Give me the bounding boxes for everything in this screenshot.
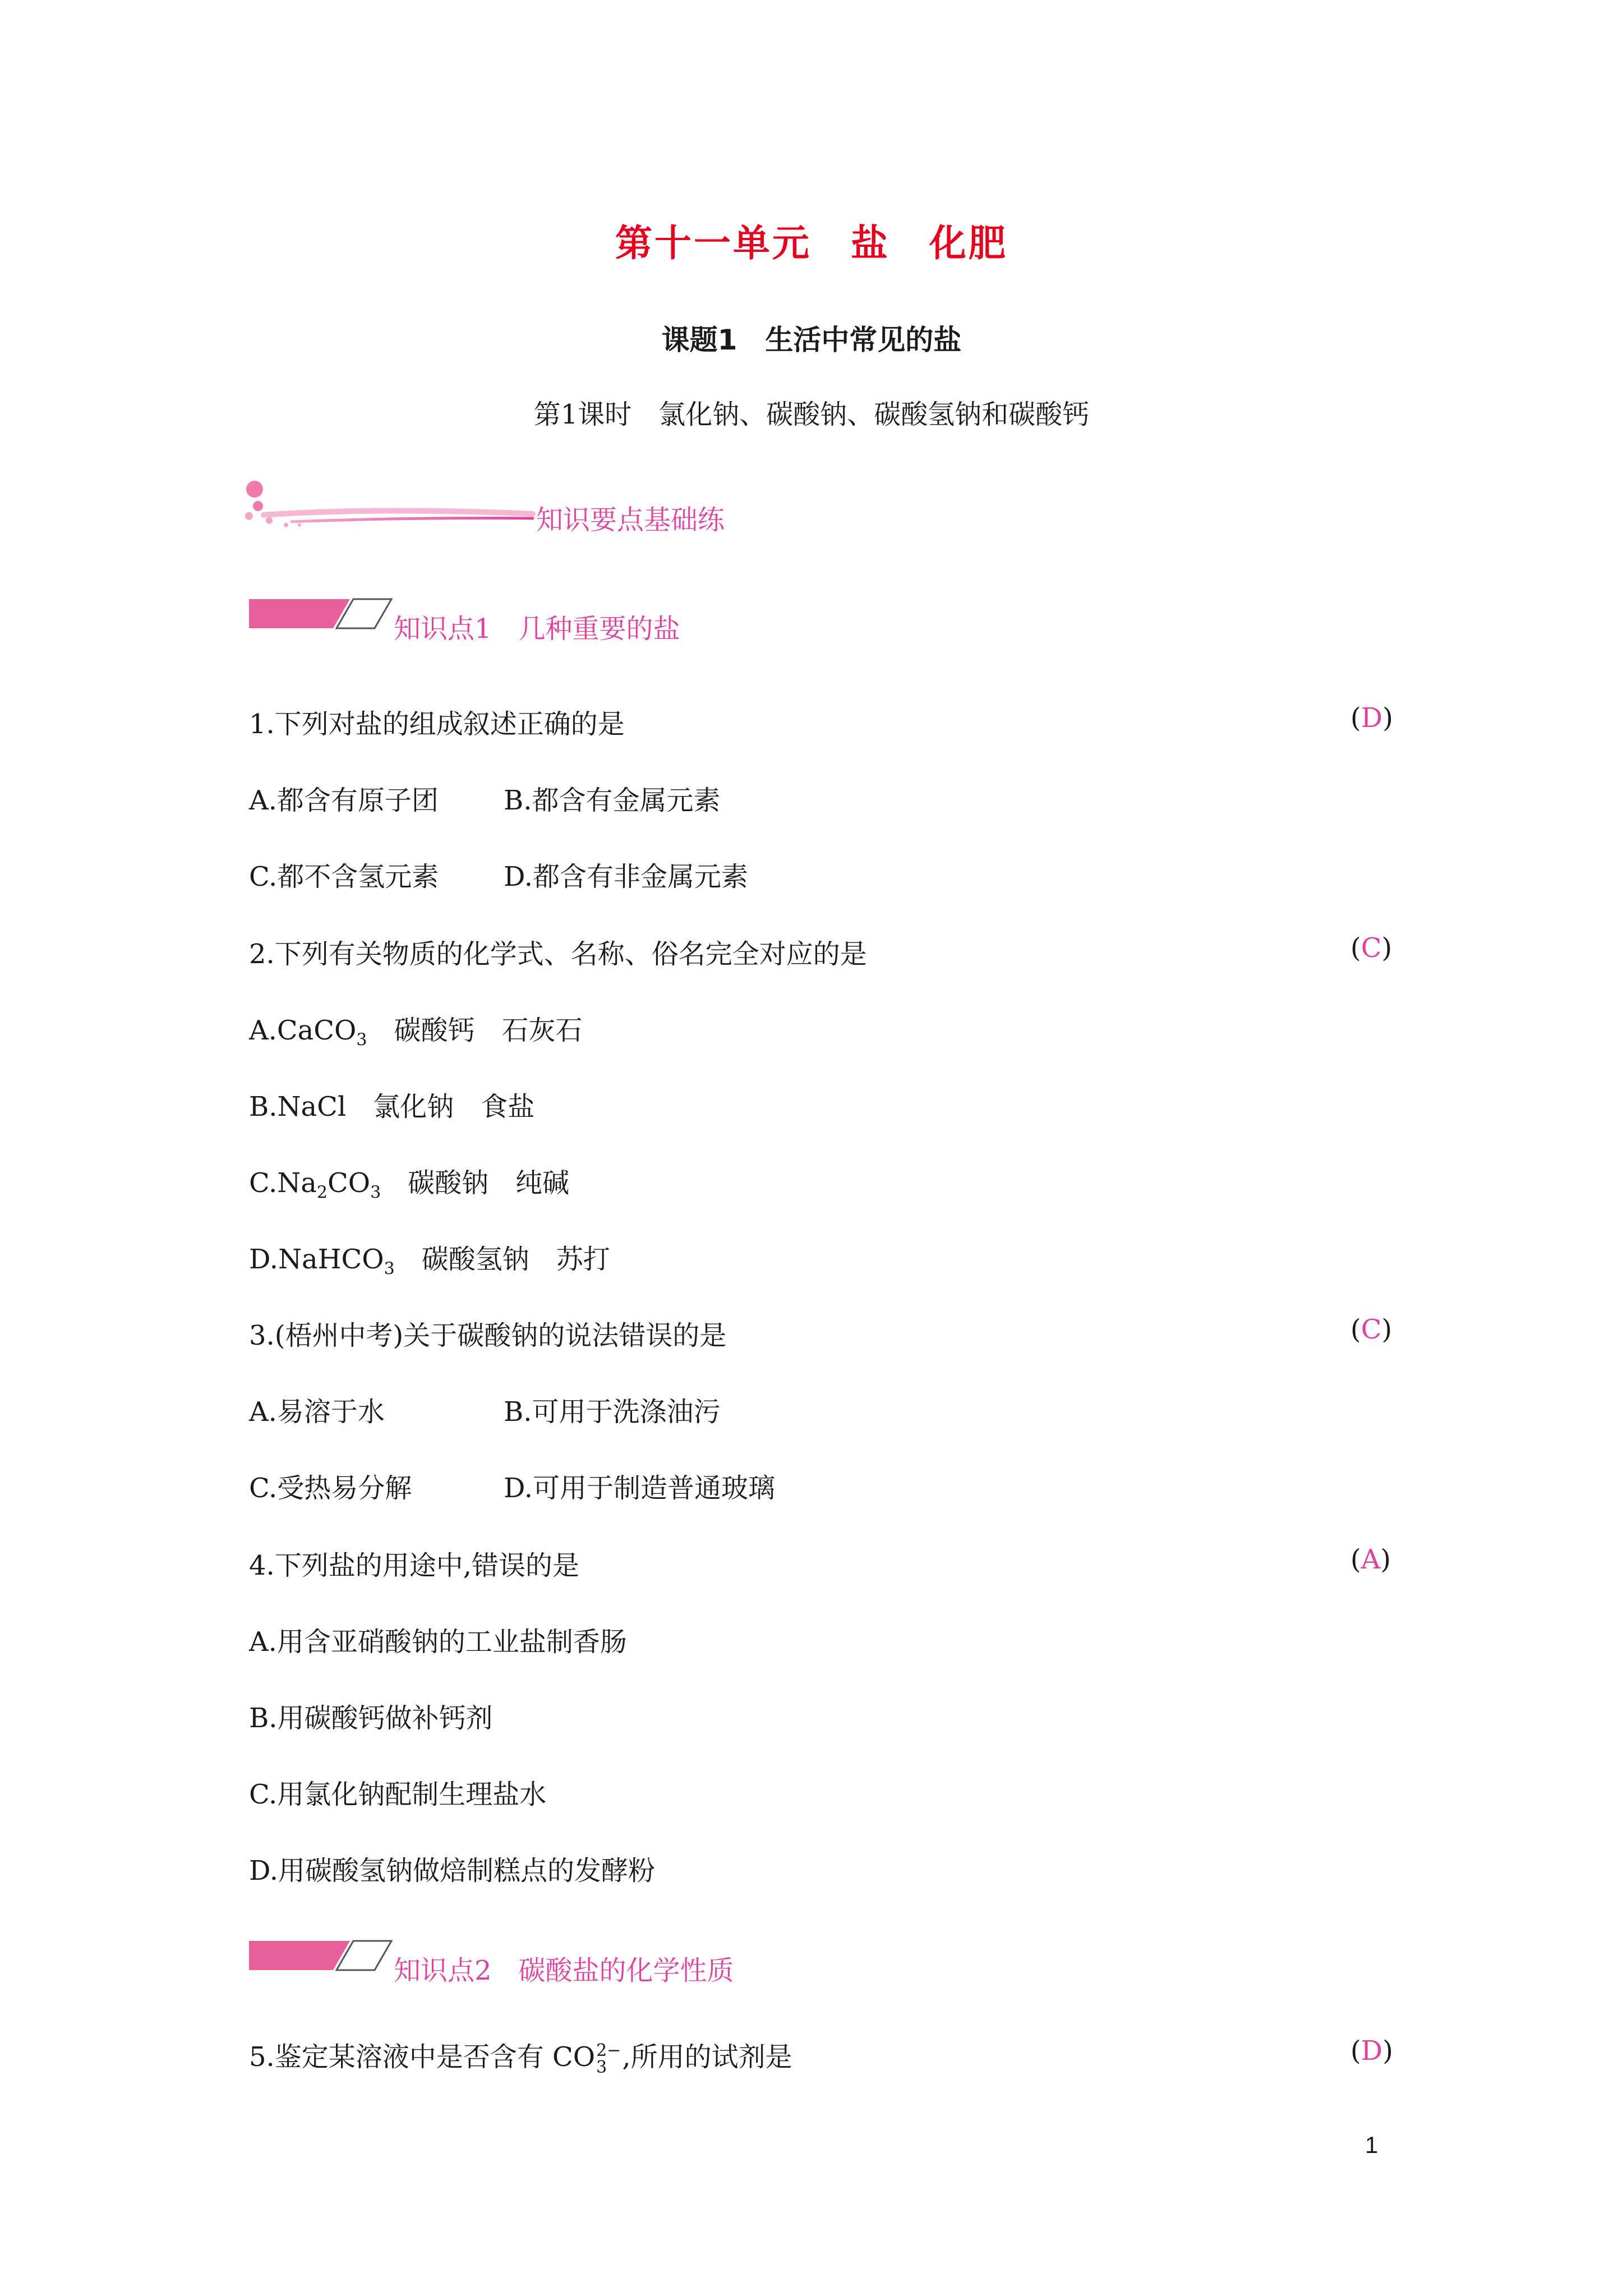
question-4-answer: (A) xyxy=(1350,1544,1391,1575)
question-1-option-b: B.都含有金属元素 xyxy=(504,785,721,816)
question-3-option-a: A.易溶于水 xyxy=(249,1396,385,1428)
question-5-answer: (D) xyxy=(1350,2035,1393,2067)
question-2-stem: 2.下列有关物质的化学式、名称、俗名完全对应的是 xyxy=(249,938,867,970)
lesson-title: 课题1 生活中常见的盐 xyxy=(661,324,962,356)
question-5-stem: 5.鉴定某溶液中是否含有 CO 2− 3 ,所用的试剂是 xyxy=(249,2040,792,2077)
question-1-stem: 1.下列对盐的组成叙述正确的是 xyxy=(249,708,625,740)
section-banner-label: 知识要点基础练 xyxy=(536,504,725,536)
question-2-answer: (C) xyxy=(1350,932,1393,964)
question-2-option-b: B.NaCl 氯化钠 食盐 xyxy=(249,1091,535,1122)
question-4-stem: 4.下列盐的用途中,错误的是 xyxy=(249,1550,580,1581)
question-4-option-d: D.用碳酸氢钠做焙制糕点的发酵粉 xyxy=(249,1855,656,1887)
knowledge-point-2-label: 知识点2 碳酸盐的化学性质 xyxy=(394,1955,734,1986)
question-2-option-d: D.NaHCO$_3$ 碳酸氢钠 苏打 xyxy=(249,1244,610,1279)
question-2-option-c: $C.Na_2CO_3$ 碳酸钠 纯碱 xyxy=(249,1167,570,1203)
question-3-option-c: C.受热易分解 xyxy=(249,1473,412,1504)
question-1-answer: (D) xyxy=(1350,702,1393,734)
page-number: 1 xyxy=(1365,2132,1378,2158)
unit-title: 第十一单元 盐 化肥 xyxy=(615,222,1008,265)
question-1-option-c: C.都不含氢元素 xyxy=(249,861,439,892)
question-3-option-d: D.可用于制造普通玻璃 xyxy=(504,1473,776,1504)
question-4-option-a: A.用含亚硝酸钠的工业盐制香肠 xyxy=(249,1626,627,1658)
knowledge-point-tag-icon xyxy=(249,1939,395,1972)
knowledge-point-1-label: 知识点1 几种重要的盐 xyxy=(394,613,680,645)
question-3-answer: (C) xyxy=(1350,1314,1393,1345)
question-1-option-d: D.都含有非金属元素 xyxy=(504,861,749,892)
period-title: 第1课时 氯化钠、碳酸钠、碳酸氢钠和碳酸钙 xyxy=(533,399,1090,430)
knowledge-point-tag-icon xyxy=(249,597,395,631)
question-4-option-c: C.用氯化钠配制生理盐水 xyxy=(249,1779,547,1810)
question-3-stem: 3.(梧州中考)关于碳酸钠的说法错误的是 xyxy=(249,1320,727,1351)
question-2-option-a: A.CaCO$_3$ 碳酸钙 石灰石 xyxy=(249,1015,583,1050)
question-3-option-b: B.可用于洗涤油污 xyxy=(504,1396,721,1428)
question-1-option-a: A.都含有原子团 xyxy=(249,785,439,816)
question-4-option-b: B.用碳酸钙做补钙剂 xyxy=(249,1703,493,1734)
